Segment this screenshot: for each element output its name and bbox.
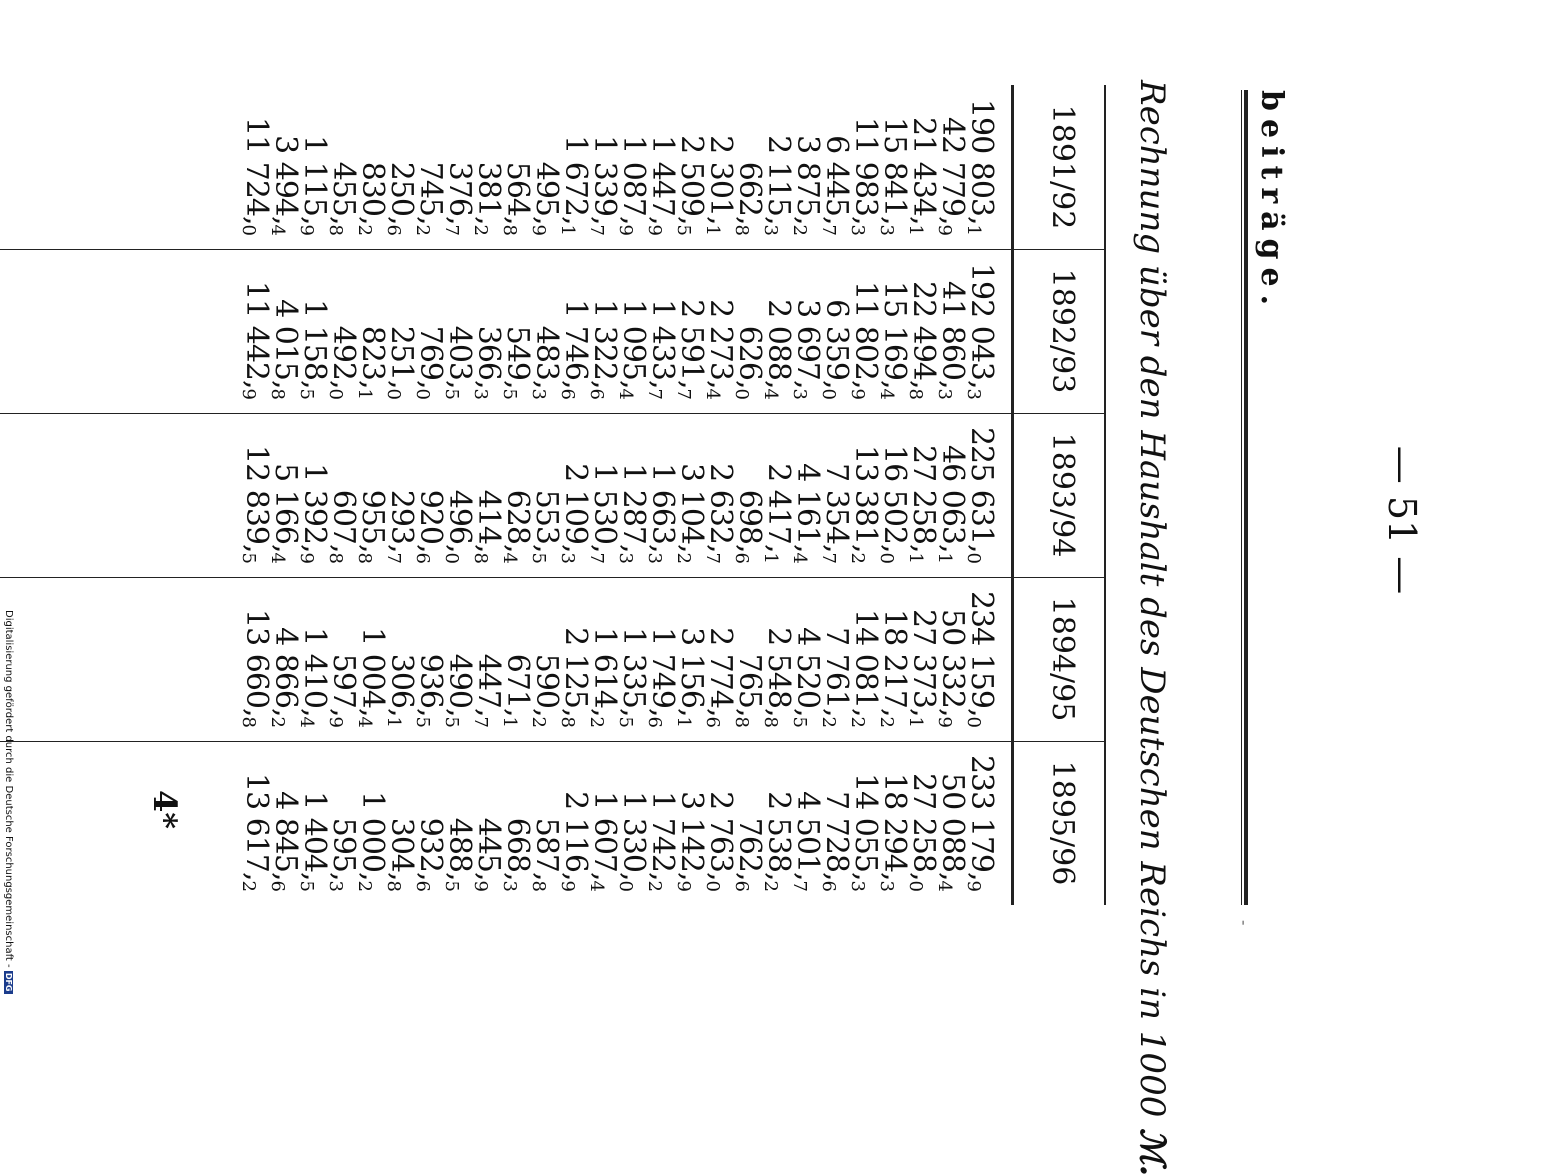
table-cell: $607,_8$ bbox=[325, 489, 361, 563]
title-text: Rechnung über den Haushalt des Deutschen Reichs in 1000 bbox=[1132, 80, 1172, 1118]
table-cell: 50 $332,_9$ bbox=[934, 609, 970, 727]
year-column bbox=[0, 577, 1114, 741]
column-values bbox=[238, 577, 999, 727]
table-cell: 1 $000,_2$ bbox=[354, 791, 390, 891]
table-cell: 18 $294,_3$ bbox=[876, 773, 912, 891]
table-cell: 3 $494,_4$ bbox=[267, 135, 303, 235]
table-cell: 13 $381,_2$ bbox=[847, 445, 883, 563]
table-cell: 27 $258,_1$ bbox=[905, 445, 941, 563]
table-cell: 1 $322,_6$ bbox=[586, 299, 622, 399]
table-cell: 2 $301,_1$ bbox=[702, 135, 738, 235]
table-cell: $830,_2$ bbox=[354, 161, 390, 235]
table-cell: 3 $142,_9$ bbox=[673, 791, 709, 891]
table-cell: $488,_5$ bbox=[441, 817, 477, 891]
table-cell: $483,_3$ bbox=[528, 325, 564, 399]
table-cell: 13 $660,_8$ bbox=[238, 609, 274, 727]
table-cell: 1 $330,_0$ bbox=[615, 791, 651, 891]
table-cell: $549,_5$ bbox=[499, 325, 535, 399]
table-cell: 1 $392,_9$ bbox=[296, 463, 332, 563]
table-cell: $765,_8$ bbox=[731, 653, 767, 727]
table-cell: 15 $841,_3$ bbox=[876, 117, 912, 235]
table-cell: 1 $530,_7$ bbox=[586, 463, 622, 563]
table-cell: 50 $088,_4$ bbox=[934, 773, 970, 891]
year-column bbox=[0, 413, 1114, 577]
table-cell: $955,_8$ bbox=[354, 489, 390, 563]
signature-mark: 4* bbox=[146, 790, 184, 829]
table-cell: $445,_9$ bbox=[470, 817, 506, 891]
table-cell: 1 $095,_4$ bbox=[615, 299, 651, 399]
table-cell: $553,_5$ bbox=[528, 489, 564, 563]
table-cell: 3 $875,_2$ bbox=[789, 135, 825, 235]
table-cell: $662,_8$ bbox=[731, 161, 767, 235]
table-cell: $936,_5$ bbox=[412, 653, 448, 727]
table-cell: 1 $410,_4$ bbox=[296, 627, 332, 727]
table-cell: 5 $166,_4$ bbox=[267, 463, 303, 563]
table-cell: 1 $746,_6$ bbox=[557, 299, 593, 399]
table-cell: 1 $339,_7$ bbox=[586, 135, 622, 235]
table-cell: 1 $335,_5$ bbox=[615, 627, 651, 727]
table-cell: $495,_9$ bbox=[528, 161, 564, 235]
table-cell: 1 $607,_4$ bbox=[586, 791, 622, 891]
table-cell: $447,_7$ bbox=[470, 653, 506, 727]
running-header: beiträge. bbox=[1254, 90, 1289, 314]
table-cell: 12 $839,_5$ bbox=[238, 445, 274, 563]
table-cell: 13 $617,_2$ bbox=[238, 773, 274, 891]
column-header-year: 1893/94 bbox=[1045, 432, 1080, 558]
table-cell: $496,_0$ bbox=[441, 489, 477, 563]
table-cell: 3 $156,_1$ bbox=[673, 627, 709, 727]
header-rule bbox=[1241, 90, 1248, 905]
table-cell: 1 $404,_5$ bbox=[296, 791, 332, 891]
table-cell: 1 $663,_3$ bbox=[644, 463, 680, 563]
column-values bbox=[238, 85, 999, 235]
table-cell: 4 $015,_8$ bbox=[267, 299, 303, 399]
rule-dash: - bbox=[1235, 920, 1254, 926]
table-cell: 11 $442,_9$ bbox=[238, 281, 274, 399]
table-cell: 234 $159,_0$ bbox=[963, 590, 999, 727]
column-header-year: 1892/93 bbox=[1045, 268, 1080, 394]
table-cell: 4 $501,_7$ bbox=[789, 791, 825, 891]
table-cell: 1 $742,_2$ bbox=[644, 791, 680, 891]
table-cell: 1 $158,_5$ bbox=[296, 299, 332, 399]
table-cell: 7 $761,_2$ bbox=[818, 627, 854, 727]
column-header-year: 1891/92 bbox=[1045, 104, 1080, 230]
table-cell: 2 $591,_7$ bbox=[673, 299, 709, 399]
table-cell: $595,_3$ bbox=[325, 817, 361, 891]
table-cell: 1 $749,_6$ bbox=[644, 627, 680, 727]
table-cell: $769,_0$ bbox=[412, 325, 448, 399]
table-cell: 1 $672,_1$ bbox=[557, 135, 593, 235]
table-title bbox=[1132, 80, 1172, 1176]
dfg-side-note: Digitalisierung gefördert durch die Deutsche Forschungsgemeinschaft - bbox=[3, 610, 14, 968]
year-column bbox=[0, 249, 1114, 413]
table-cell: 11 $724,_0$ bbox=[238, 117, 274, 235]
table-cell: $403,_5$ bbox=[441, 325, 477, 399]
table-cell: 2 $088,_4$ bbox=[760, 299, 796, 399]
table-cell: $376,_7$ bbox=[441, 161, 477, 235]
table-cell: 2 $548,_8$ bbox=[760, 627, 796, 727]
budget-table bbox=[0, 85, 1114, 905]
table-cell: 27 $258,_0$ bbox=[905, 773, 941, 891]
table-cell: $762,_6$ bbox=[731, 817, 767, 891]
table-cell: $932,_6$ bbox=[412, 817, 448, 891]
table-cell: 7 $728,_6$ bbox=[818, 791, 854, 891]
table-cell: $304,_8$ bbox=[383, 817, 419, 891]
table-cell: 1 $287,_3$ bbox=[615, 463, 651, 563]
table-cell: 1 $447,_9$ bbox=[644, 135, 680, 235]
table-cell: 42 $779,_9$ bbox=[934, 117, 970, 235]
table-cell: 46 $063,_1$ bbox=[934, 445, 970, 563]
table-cell: $626,_0$ bbox=[731, 325, 767, 399]
table-cell: $587,_8$ bbox=[528, 817, 564, 891]
table-cell: 3 $697,_3$ bbox=[789, 299, 825, 399]
table-cell: 190 $803,_1$ bbox=[963, 98, 999, 235]
year-column bbox=[0, 85, 1114, 249]
table-cell: $671,_1$ bbox=[499, 653, 535, 727]
currency-symbol: ℳ. bbox=[1132, 1128, 1172, 1176]
table-cell: $745,_2$ bbox=[412, 161, 448, 235]
table-cell: 2 $509,_5$ bbox=[673, 135, 709, 235]
table-cell: 21 $434,_1$ bbox=[905, 117, 941, 235]
table-cell: 1 $087,_9$ bbox=[615, 135, 651, 235]
table-cell: 41 $860,_3$ bbox=[934, 281, 970, 399]
table-cell: 1 $004,_4$ bbox=[354, 627, 390, 727]
table-cell: 2 $115,_3$ bbox=[760, 135, 796, 235]
column-values bbox=[238, 741, 999, 891]
table-cell: $306,_1$ bbox=[383, 653, 419, 727]
table-cell: 2 $763,_0$ bbox=[702, 791, 738, 891]
table-cell: 4 $866,_2$ bbox=[267, 627, 303, 727]
table-cell: 4 $520,_5$ bbox=[789, 627, 825, 727]
table-cell: $668,_3$ bbox=[499, 817, 535, 891]
table-cell: 22 $494,_8$ bbox=[905, 281, 941, 399]
column-values bbox=[238, 249, 999, 399]
table-cell: $920,_6$ bbox=[412, 489, 448, 563]
table-cell: 2 $109,_3$ bbox=[557, 463, 593, 563]
table-cell: 18 $217,_2$ bbox=[876, 609, 912, 727]
table-cell: 16 $502,_0$ bbox=[876, 445, 912, 563]
column-header-year: 1895/96 bbox=[1045, 760, 1080, 886]
table-cell: 4 $161,_4$ bbox=[789, 463, 825, 563]
table-cell: 225 $631,_0$ bbox=[963, 426, 999, 563]
table-cell: $455,_8$ bbox=[325, 161, 361, 235]
table-cell: $564,_8$ bbox=[499, 161, 535, 235]
table-cell: $381,_2$ bbox=[470, 161, 506, 235]
table-cell: 2 $632,_7$ bbox=[702, 463, 738, 563]
table-cell: 233 $179,_9$ bbox=[963, 754, 999, 891]
column-values bbox=[238, 413, 999, 563]
table-cell: $293,_7$ bbox=[383, 489, 419, 563]
table-cell: $492,_0$ bbox=[325, 325, 361, 399]
table-cell: $597,_9$ bbox=[325, 653, 361, 727]
table-cell: 27 $373,_1$ bbox=[905, 609, 941, 727]
table-cell: 2 $417,_1$ bbox=[760, 463, 796, 563]
table-cell: 14 $081,_2$ bbox=[847, 609, 883, 727]
table-cell: $490,_5$ bbox=[441, 653, 477, 727]
table-cell: 6 $359,_0$ bbox=[818, 299, 854, 399]
table-cell: 2 $538,_2$ bbox=[760, 791, 796, 891]
table-cell: $590,_2$ bbox=[528, 653, 564, 727]
table-cell: 1 $433,_7$ bbox=[644, 299, 680, 399]
table-cell: 11 $802,_9$ bbox=[847, 281, 883, 399]
table-cell: 1 $614,_2$ bbox=[586, 627, 622, 727]
table-cell: $698,_6$ bbox=[731, 489, 767, 563]
page-number: — 51 — bbox=[1380, 445, 1424, 595]
table-cell: 3 $104,_2$ bbox=[673, 463, 709, 563]
table-cell: 15 $169,_4$ bbox=[876, 281, 912, 399]
table-cell: $251,_0$ bbox=[383, 325, 419, 399]
table-cell: 4 $845,_6$ bbox=[267, 791, 303, 891]
table-cell: $414,_8$ bbox=[470, 489, 506, 563]
column-header-year: 1894/95 bbox=[1045, 596, 1080, 722]
table-cell: $823,_1$ bbox=[354, 325, 390, 399]
table-cell: 2 $116,_9$ bbox=[557, 791, 593, 891]
table-cell: $366,_3$ bbox=[470, 325, 506, 399]
table-cell: 2 $774,_6$ bbox=[702, 627, 738, 727]
table-cell: $628,_4$ bbox=[499, 489, 535, 563]
table-cell: $250,_6$ bbox=[383, 161, 419, 235]
table-cell: 14 $055,_3$ bbox=[847, 773, 883, 891]
table-cell: 1 $115,_9$ bbox=[296, 135, 332, 235]
table-cell: 2 $125,_8$ bbox=[557, 627, 593, 727]
table-cell: 6 $445,_7$ bbox=[818, 135, 854, 235]
dfg-logo: DFG bbox=[4, 972, 13, 992]
table-cell: 7 $354,_7$ bbox=[818, 463, 854, 563]
table-cell: 11 $983,_3$ bbox=[847, 117, 883, 235]
table-cell: 192 $043,_3$ bbox=[963, 262, 999, 399]
table-cell: 2 $273,_4$ bbox=[702, 299, 738, 399]
